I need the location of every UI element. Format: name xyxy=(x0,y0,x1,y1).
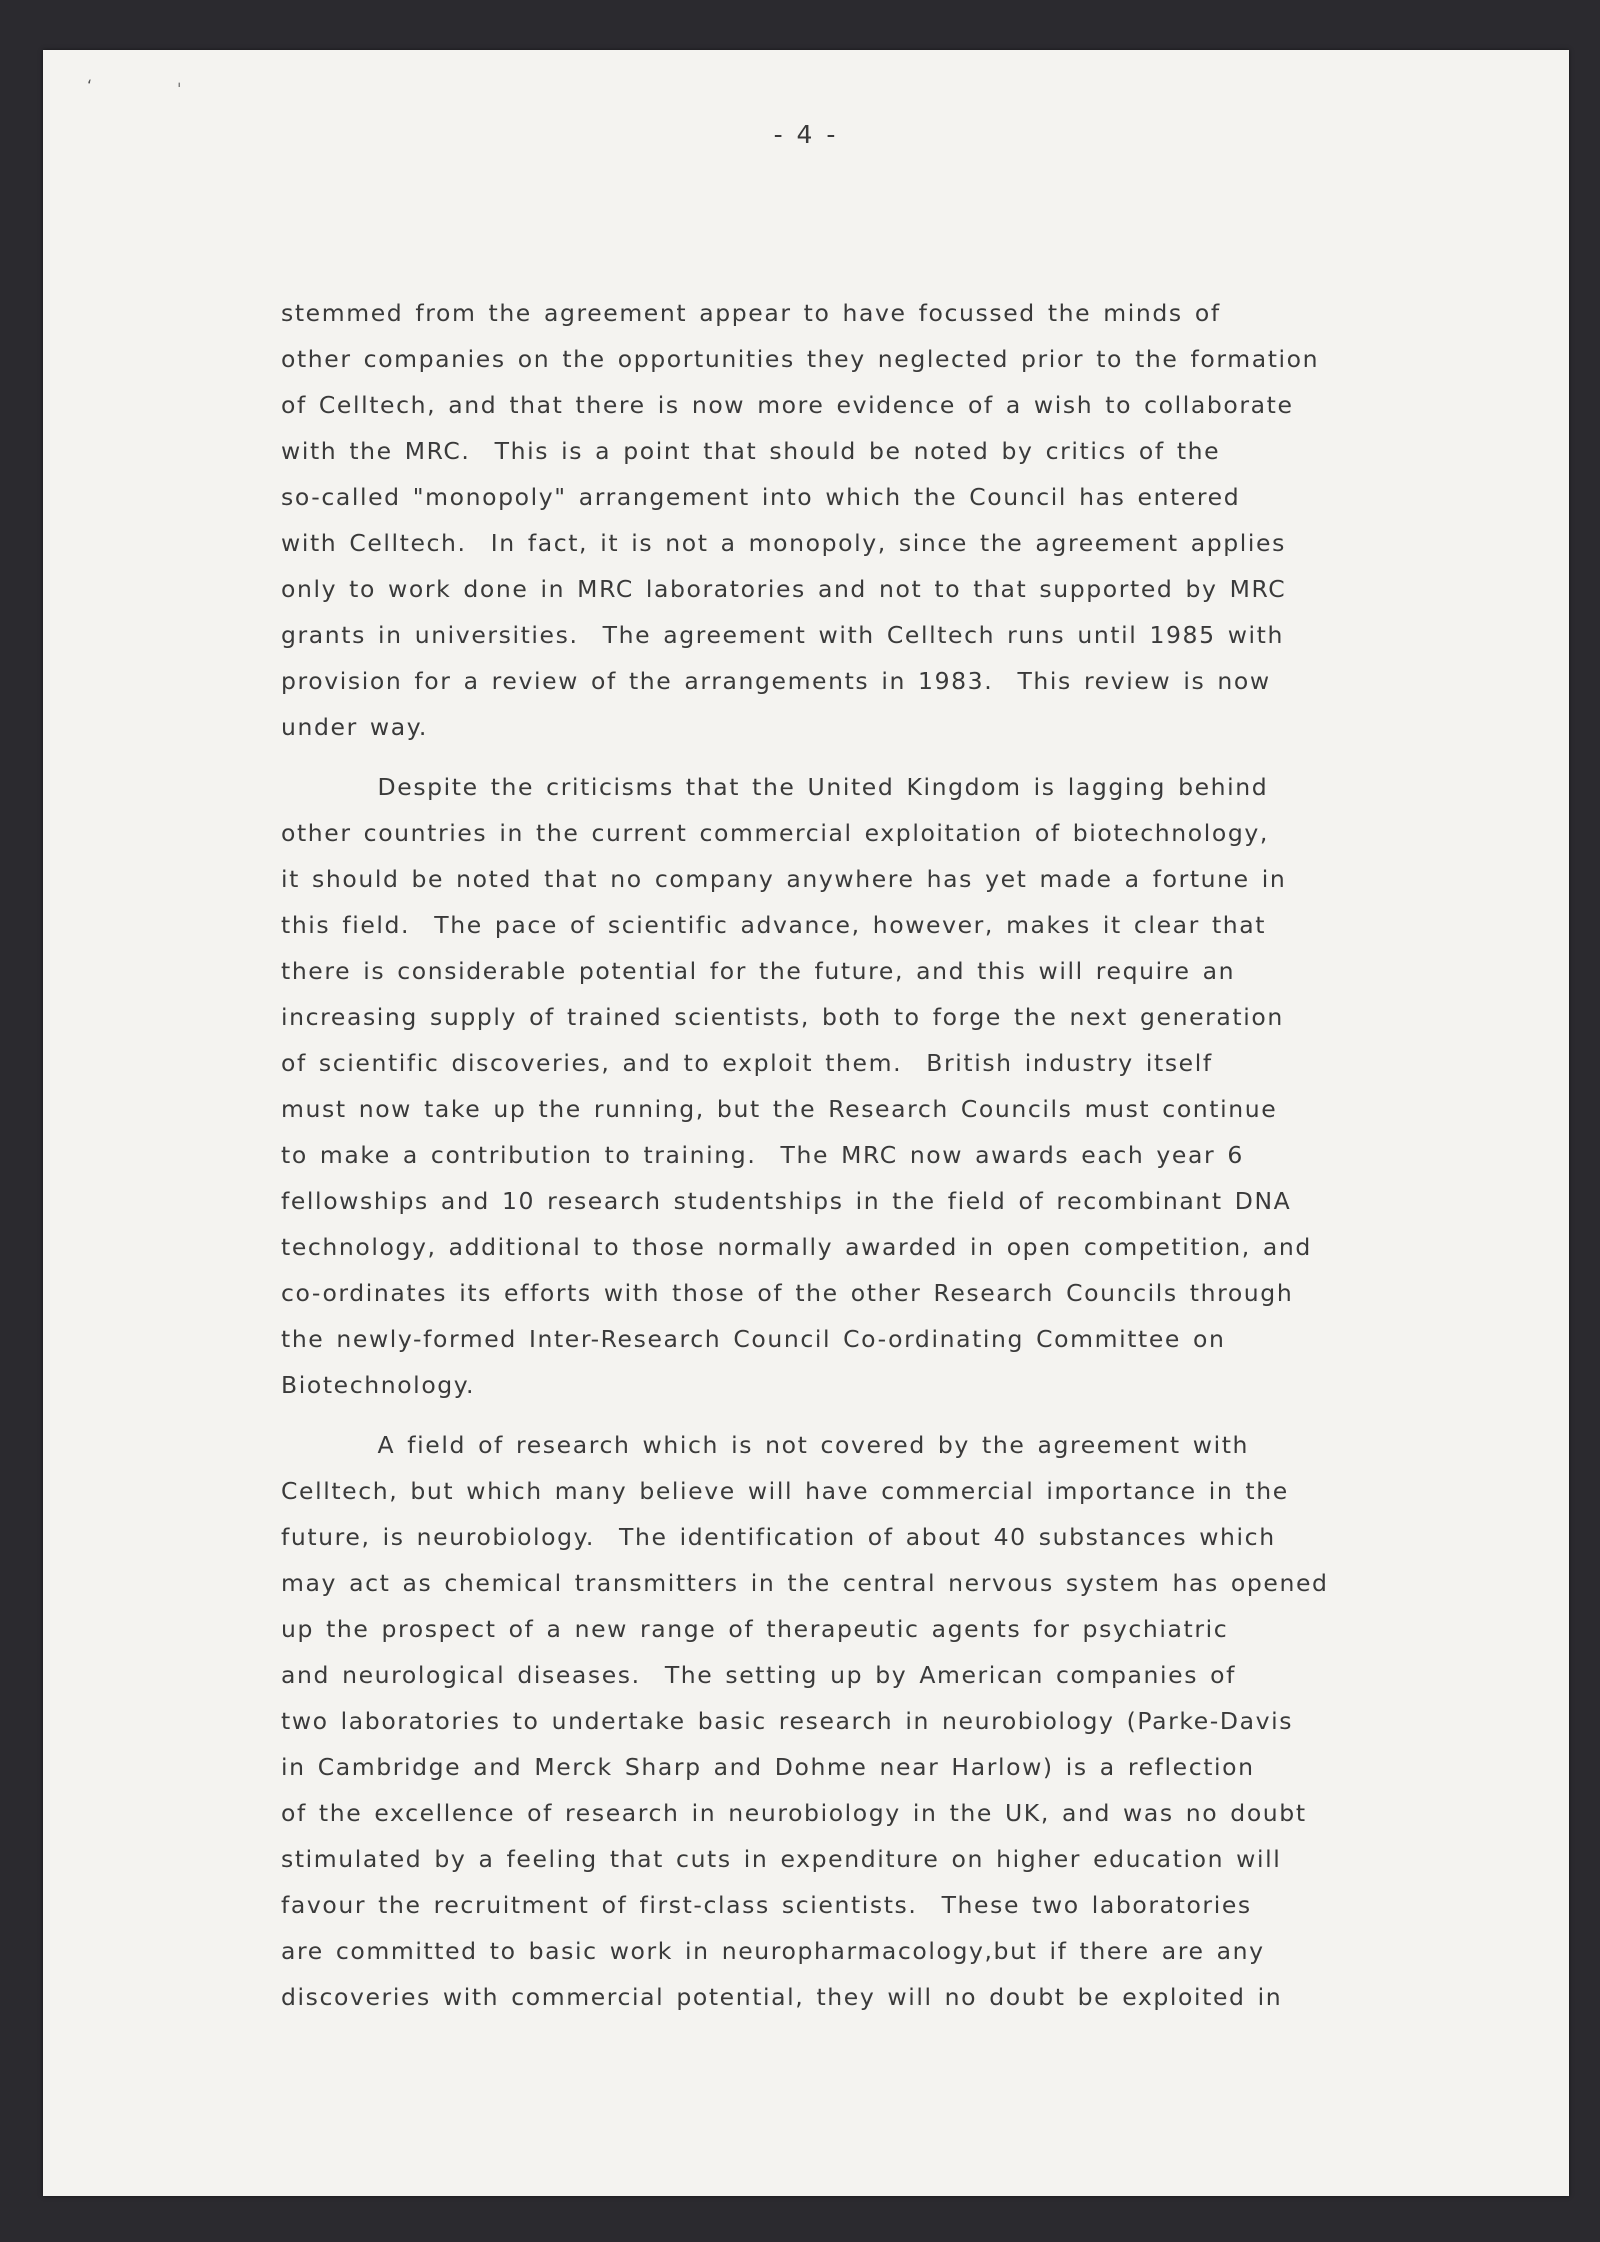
text-line: fellowships and 10 research studentships in the field of recombinant DNA xyxy=(281,1187,1292,1215)
text-line: discoveries with commercial potential, they will no doubt be exploited in xyxy=(281,1983,1283,2011)
text-line: under way. xyxy=(281,713,428,741)
text-line: of Celltech, and that there is now more evidence of a wish to collaborate xyxy=(281,391,1294,419)
paragraph xyxy=(281,764,1329,1408)
text-line: stimulated by a feeling that cuts in expenditure on higher education will xyxy=(281,1845,1282,1873)
text-line: this field. The pace of scientific advance, however, makes it clear that xyxy=(281,911,1267,939)
text-line: of the excellence of research in neurobiology in the UK, and was no doubt xyxy=(281,1799,1307,1827)
document-page xyxy=(43,50,1569,2196)
text-line: it should be noted that no company anywhere has yet made a fortune in xyxy=(281,865,1287,893)
text-line: increasing supply of trained scientists, both to forge the next generation xyxy=(281,1003,1284,1031)
text-line: A field of research which is not covered by the agreement with xyxy=(281,1431,1250,1459)
text-line: Celltech, but which many believe will have commercial importance in the xyxy=(281,1477,1289,1505)
scan-mark: ‘ xyxy=(87,76,93,95)
paragraph xyxy=(281,290,1329,750)
text-line: must now take up the running, but the Research Councils must continue xyxy=(281,1095,1278,1123)
text-line: co-ordinates its efforts with those of the other Research Councils through xyxy=(281,1279,1294,1307)
text-line: may act as chemical transmitters in the central nervous system has opened xyxy=(281,1569,1329,1597)
text-line: and neurological diseases. The setting up by American companies of xyxy=(281,1661,1236,1689)
text-line: in Cambridge and Merck Sharp and Dohme near Harlow) is a reflection xyxy=(281,1753,1255,1781)
text-line: the newly-formed Inter-Research Council Co-ordinating Committee on xyxy=(281,1325,1226,1353)
scan-mark: ˈ xyxy=(177,80,182,99)
text-line: with the MRC. This is a point that should be noted by critics of the xyxy=(281,437,1221,465)
text-line: to make a contribution to training. The MRC now awards each year 6 xyxy=(281,1141,1244,1169)
page-number: - 4 - xyxy=(773,120,839,149)
text-line: provision for a review of the arrangements in 1983. This review is now xyxy=(281,667,1271,695)
text-line: so-called "monopoly" arrangement into which the Council has entered xyxy=(281,483,1241,511)
text-line: only to work done in MRC laboratories and not to that supported by MRC xyxy=(281,575,1287,603)
text-line: technology, additional to those normally awarded in open competition, and xyxy=(281,1233,1312,1261)
text-line: there is considerable potential for the future, and this will require an xyxy=(281,957,1236,985)
text-line: grants in universities. The agreement with Celltech runs until 1985 with xyxy=(281,621,1284,649)
text-line: of scientific discoveries, and to exploit them. British industry itself xyxy=(281,1049,1213,1077)
document-body xyxy=(281,290,1329,2034)
text-line: future, is neurobiology. The identification of about 40 substances which xyxy=(281,1523,1276,1551)
text-line: with Celltech. In fact, it is not a monopoly, since the agreement applies xyxy=(281,529,1286,557)
text-line: stemmed from the agreement appear to have focussed the minds of xyxy=(281,299,1221,327)
text-line: Biotechnology. xyxy=(281,1371,476,1399)
text-line: are committed to basic work in neuropharmacology,but if there are any xyxy=(281,1937,1265,1965)
text-line: Despite the criticisms that the United Kingdom is lagging behind xyxy=(281,773,1269,801)
text-line: other companies on the opportunities they neglected prior to the formation xyxy=(281,345,1320,373)
text-line: other countries in the current commercial exploitation of biotechnology, xyxy=(281,819,1269,847)
text-line: favour the recruitment of first-class scientists. These two laboratories xyxy=(281,1891,1252,1919)
text-line: up the prospect of a new range of therapeutic agents for psychiatric xyxy=(281,1615,1229,1643)
paragraph xyxy=(281,1422,1329,2020)
text-line: two laboratories to undertake basic research in neurobiology (Parke-Davis xyxy=(281,1707,1294,1735)
